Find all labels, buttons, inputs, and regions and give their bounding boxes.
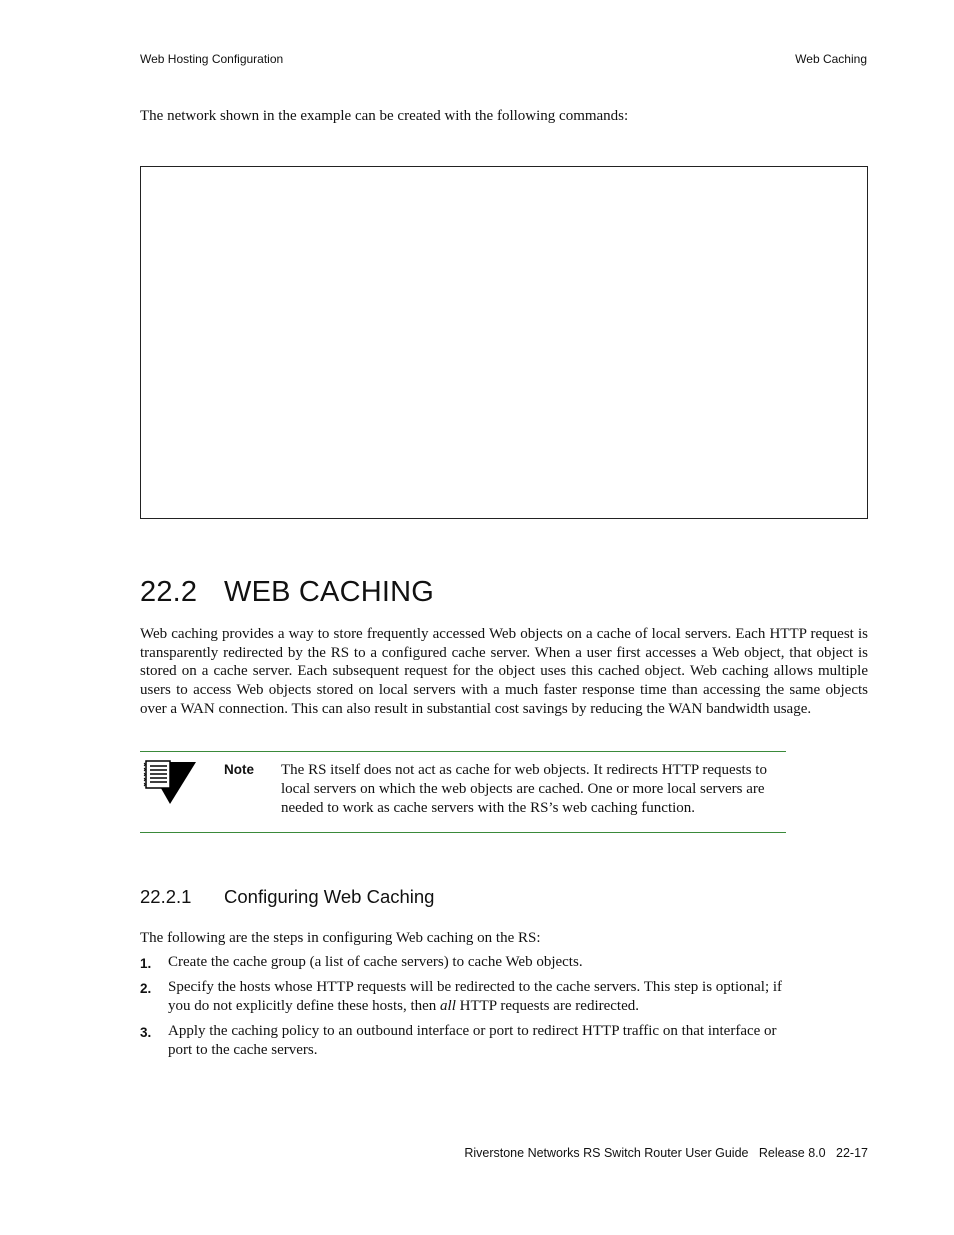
subsection-number: 22.2.1 [140,886,192,907]
command-listing-box [140,166,868,519]
step-text [168,978,786,1016]
step-number: 1. [140,956,152,971]
running-header-left: Web Hosting Configuration [140,52,284,66]
step-text: Apply the caching policy to an outbound interface or port to redirect HTTP traffic on that interface or port to the cache servers. [168,1023,777,1058]
step-text-before: Specify the hosts whose HTTP requests will be redirected to the cache servers. This step is optional; if you do not explicitly define these hosts, then [168,979,783,1014]
section-title: WEB CACHING [224,576,435,608]
running-footer: Riverstone Networks RS Switch Router User Guide Release 8.0 22-17 [464,1146,868,1160]
note-label: Note [224,762,254,777]
subsection-title: Configuring Web Caching [224,886,435,907]
step-text-after: HTTP requests are redirected. [455,998,640,1014]
step-text-emphasis: all [440,998,456,1014]
running-header-right: Web Caching [795,52,867,66]
section-paragraph: Web caching provides a way to store frequently accessed Web objects on a cache of local servers. Each HTTP request is transparently redirected by the RS to a configured cache server. When a user first accesses a Web object, that object is stored on a cache server. Each subsequent request for the object uses this cached object. Web caching allows multiple users to access Web objects stored on local servers with a much faster response time than accessing the same objects over a WAN connection. This can also result in substantial cost savings by reducing the WAN bandwidth usage. [140,626,868,717]
step-text: Create the cache group (a list of cache servers) to cache Web objects. [168,954,583,970]
step-item-3 [140,1022,786,1060]
step-item-2 [140,978,786,1016]
step-item-1 [140,953,786,972]
note-bottom-rule [140,832,786,833]
note-text: The RS itself does not act as cache for web objects. It redirects HTTP requests to local servers on which the web objects are cached. One or more local servers are needed to work as cache servers with the RS’s web caching function. [281,762,767,816]
steps-intro: The following are the steps in configuring Web caching on the RS: [140,930,541,946]
intro-text: The network shown in the example can be created with the following commands: [140,108,629,124]
section-heading [140,576,434,609]
step-number: 3. [140,1025,152,1040]
note-top-rule [140,751,786,752]
note-icon [142,760,198,806]
subsection-heading [140,886,434,908]
step-number: 2. [140,981,152,996]
section-number: 22.2 [140,576,198,608]
